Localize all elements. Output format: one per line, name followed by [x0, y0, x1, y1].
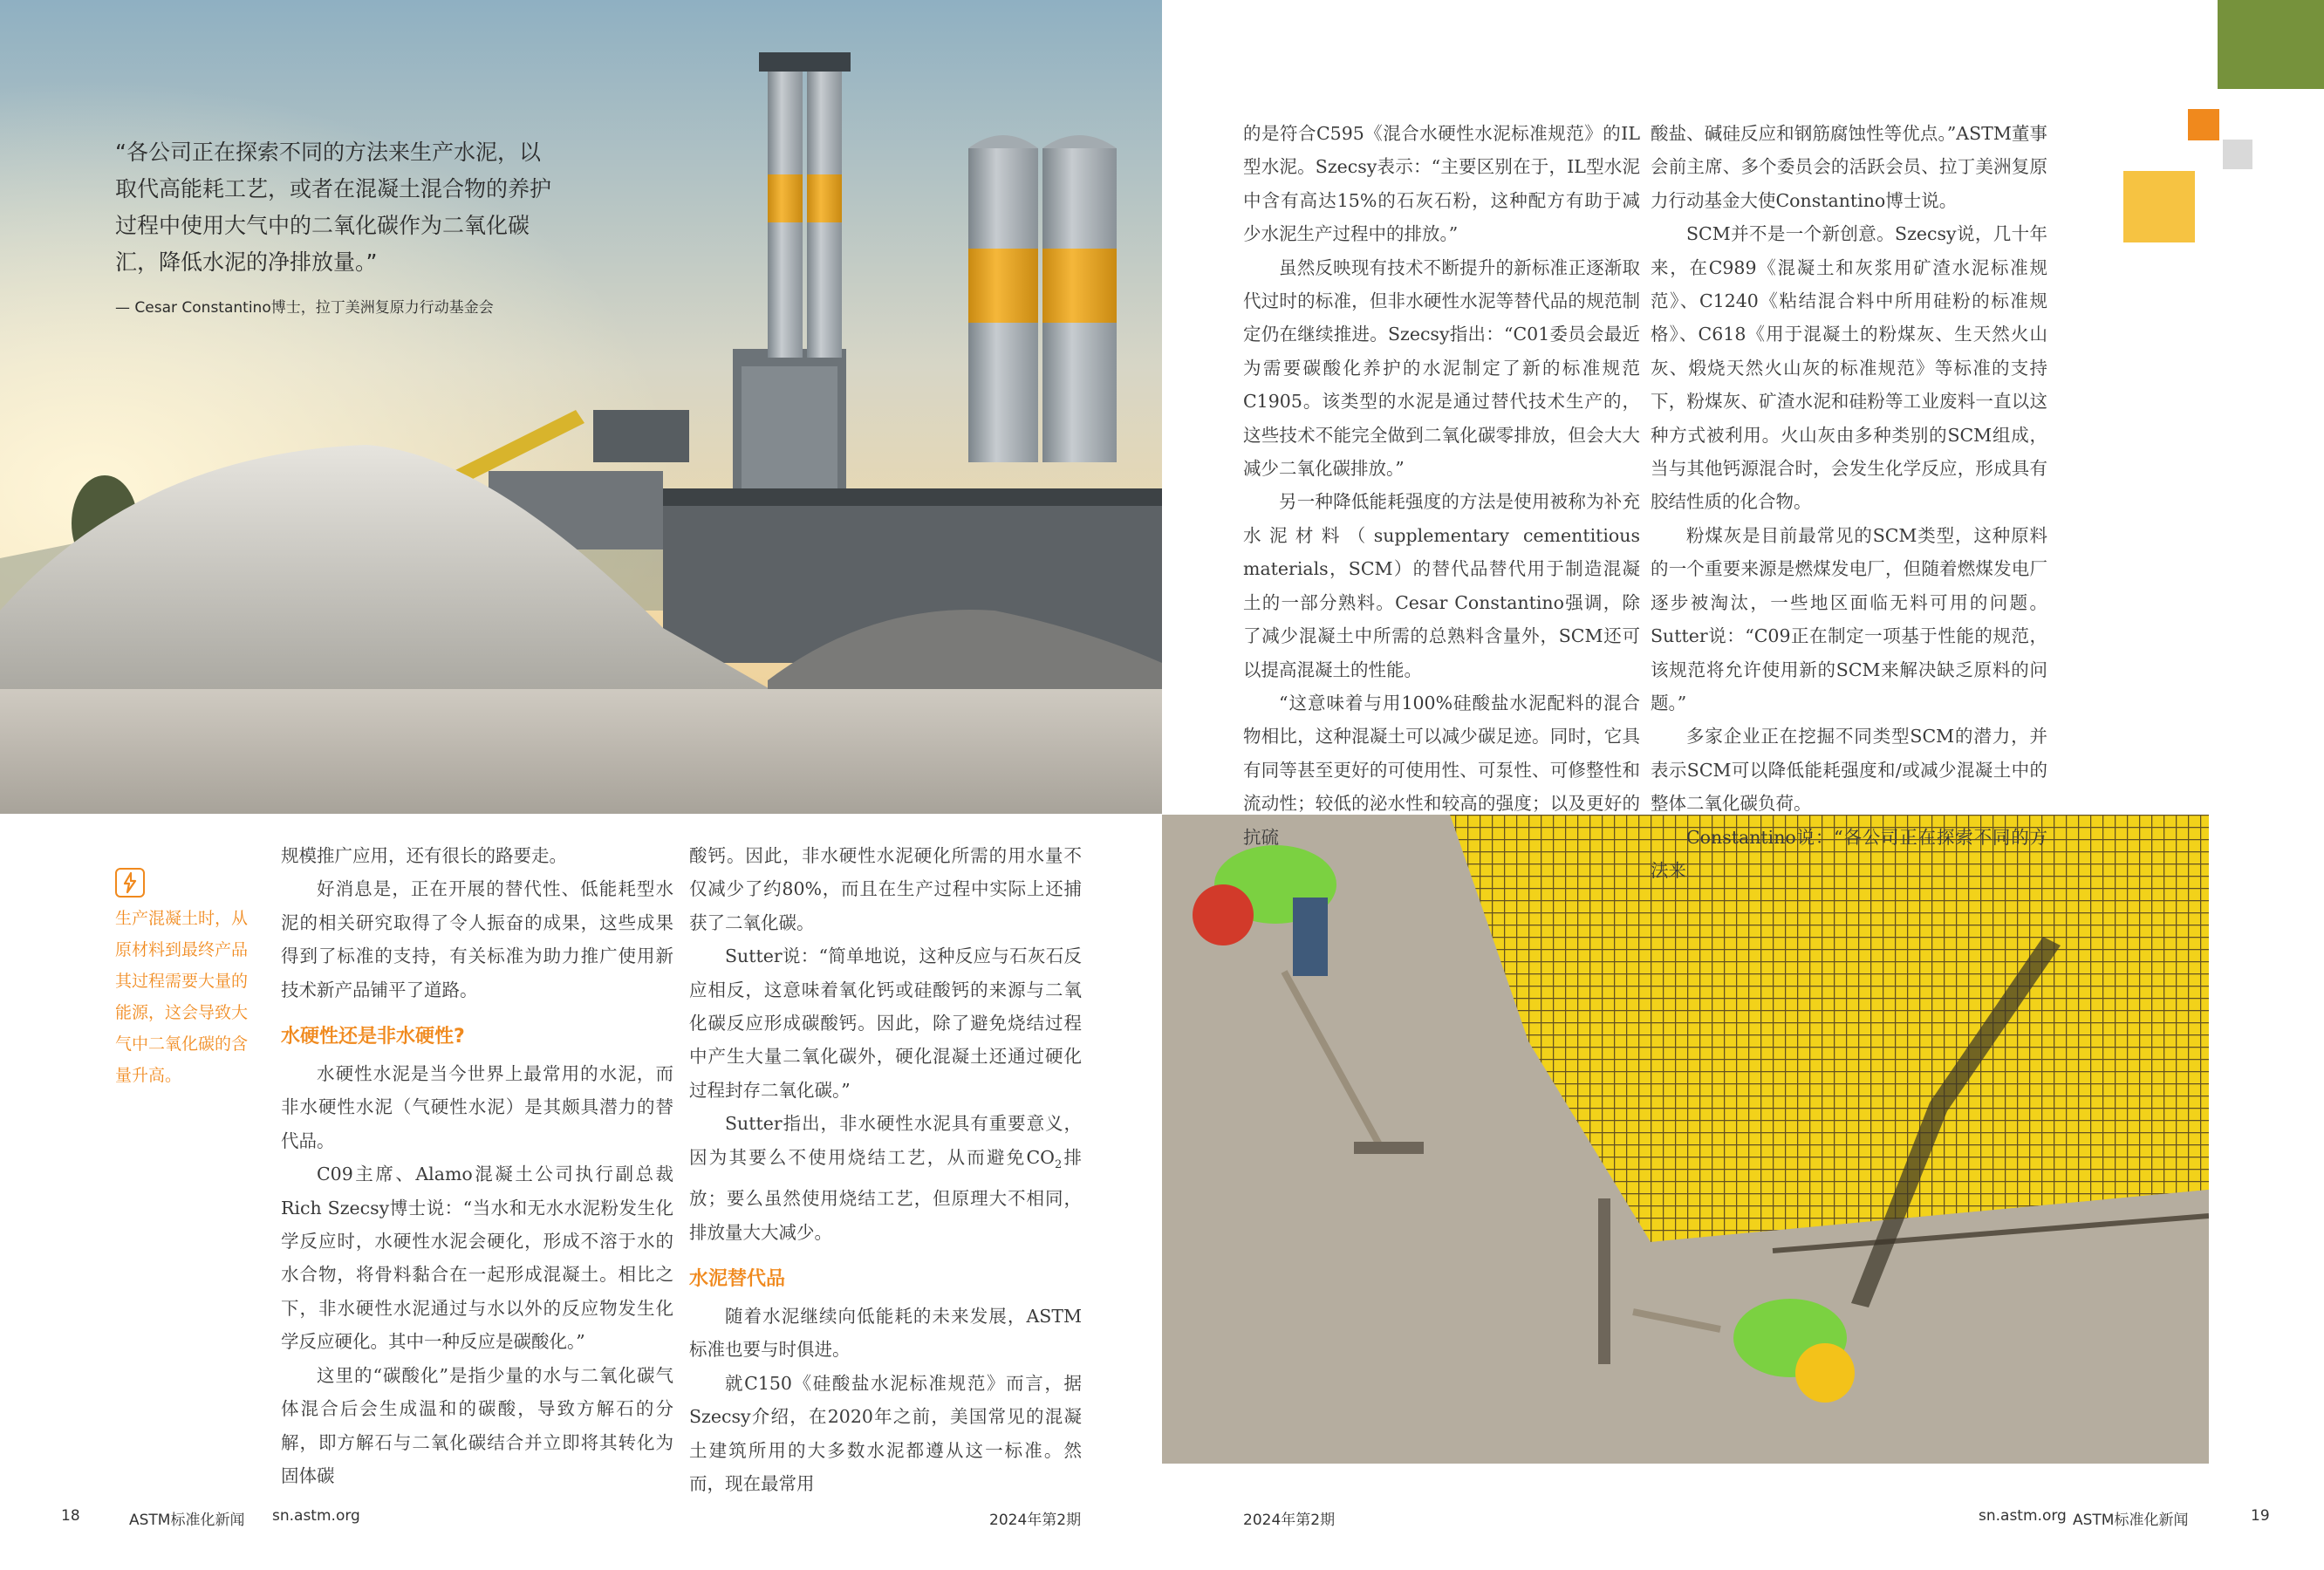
footer-left-url: sn.astm.org [272, 1507, 360, 1525]
lightning-icon [115, 868, 145, 898]
footer-left-issue: 2024年第2期 [989, 1512, 1082, 1529]
col4-paragraph-3: 粉煤灰是目前最常见的SCM类型，这种原料的一个重要来源是燃煤发电厂，但随着燃煤发电厂逐步被淘汰，一些地区面临无料可用的问题。Sutter说：“C09正在制定一项基于性能的规范，该规范将允许使用新的SCM来解决缺乏原料的问题。” [1651, 524, 2047, 713]
accent-block-green [2218, 0, 2324, 89]
body-column-4 [1651, 117, 2047, 887]
body-column-1 [281, 839, 673, 1492]
col1-paragraph-4: C09主席、Alamo混凝土公司执行副总裁Rich Szecsy博士说：“当水和无水水泥粉发生化学反应时，水硬性水泥会硬化，形成不溶于水的水合物，将骨料黏合在一起形成混凝土。相比之下，非水硬性水泥通过与水以外的反应物发生化学反应硬化。其中一种反应是碳酸化。” [281, 1164, 673, 1353]
pull-quote-text: “各公司正在探索不同的方法来生产水泥，以取代高能耗工艺，或者在混凝土混合物的养护过程中使用大气中的二氧化碳作为二氧化碳汇，降低水泥的净排放量。” [115, 140, 552, 275]
footer-left-page-number: 18 [61, 1507, 80, 1525]
col1-paragraph-2: 好消息是，正在开展的替代性、低能耗型水泥的相关研究取得了令人振奋的成果，这些成果得到了标准的支持，有关标准为助力推广使用新技术新产品铺平了道路。 [281, 878, 673, 1000]
body-column-2 [689, 839, 1082, 1500]
col1-paragraph-3: 水硬性水泥是当今世界上最常用的水泥，而非水硬性水泥（气硬性水泥）是其颇具潜力的替代品。 [281, 1063, 673, 1151]
co2-subscript: 2 [1054, 1157, 1063, 1171]
accent-block-orange [2188, 109, 2219, 140]
sidebar-callout [115, 868, 255, 1091]
col4-paragraph-5: Constantino说：“各公司正在探索不同的方法来 [1651, 826, 2047, 881]
pull-quote [115, 134, 562, 326]
accent-block-gray [2223, 140, 2252, 169]
cement-plant-photo [0, 0, 1162, 814]
section-heading-hydraulic: 水硬性还是非水硬性? [281, 1026, 465, 1048]
body-column-3 [1243, 117, 1640, 854]
col4-paragraph-2: SCM并不是一个新创意。Szecsy说，几十年来，在C989《混凝土和灰浆用矿渣水泥标准规范》、C1240《粘结混合料中所用硅粉的标准规格》、C618《用于混凝土的粉煤灰、生天然火山灰、煅烧天然火山灰的标准规范》等标准的支持下，粉煤灰、矿渣水泥和硅粉等工业废料一直以这种方式被利用。火山灰由多种类别的SCM组成，当与其他钙源混合时，会发生化学反应，形成具有胶结性质的化合物。 [1651, 223, 2047, 513]
col2-paragraph-4: 随着水泥继续向低能耗的未来发展，ASTM标准也要与时俱进。 [689, 1305, 1082, 1361]
col1-paragraph-5: 这里的“碳酸化”是指少量的水与二氧化碳气体混合后会生成温和的碳酸，导致方解石的分解，即方解石与二氧化碳结合并立即将其转化为固体碳 [281, 1364, 673, 1486]
accent-block-yellow [2123, 171, 2195, 242]
col2-paragraph-5: 就C150《硅酸盐水泥标准规范》而言，据Szecsy介绍，在2020年之前，美国常见的混凝土建筑所用的大多数水泥都遵从这一标准。然而，现在最常用 [689, 1372, 1082, 1494]
col1-paragraph-1: 规模推广应用，还有很长的路要走。 [281, 845, 567, 866]
col2-paragraph-3 [689, 1107, 1082, 1249]
col2-paragraph-3b: 排放；要么虽然使用烧结工艺，但原理大不相同，排放量大大减少。 [689, 1146, 1082, 1243]
col3-paragraph-3: 另一种降低能耗强度的方法是使用被称为补充水泥材料（supplementary cementitious materials，SCM）的替代品替代用于制造混凝土的一部分熟料。Cesar Constantino强调，除了减少混凝土中所需的总熟料含量外，SCM还可以提高混凝土的性能。 [1243, 491, 1640, 680]
col4-paragraph-4: 多家企业正在挖掘不同类型SCM的潜力，并表示SCM可以降低能耗强度和/或减少混凝土中的整体二氧化碳负荷。 [1651, 726, 2047, 815]
footer-right-url: sn.astm.org [1979, 1507, 2067, 1525]
section-heading-alternatives: 水泥替代品 [689, 1267, 786, 1290]
footer-left-magazine: ASTM标准化新闻 [129, 1512, 245, 1529]
col3-paragraph-2: 虽然反映现有技术不断提升的新标准正逐渐取代过时的标准，但非水硬性水泥等替代品的规范制定仍在继续推进。Szecsy指出：“C01委员会最近为需要碳酸化养护的水泥制定了新的标准规范C1905。该类型的水泥是通过替代技术生产的，这些技术不能完全做到二氧化碳零排放，但会大大减少二氧化碳排放。” [1243, 256, 1640, 480]
sidebar-text: 生产混凝土时，从原材料到最终产品其过程需要大量的能源，这会导致大气中二氧化碳的含量升高。 [115, 909, 249, 1085]
footer-right-magazine: ASTM标准化新闻 [2073, 1512, 2189, 1529]
pull-quote-attribution: — Cesar Constantino博士，拉丁美洲复原力行动基金会 [115, 299, 494, 317]
col4-paragraph-1: 酸盐、碱硅反应和钢筋腐蚀性等优点。”ASTM董事会前主席、多个委员会的活跃会员、拉丁美洲复原力行动基金大使Constantino博士说。 [1651, 123, 2047, 211]
footer-right-issue: 2024年第2期 [1243, 1512, 1336, 1529]
concrete-workers-photo [1162, 815, 2209, 1464]
footer-right-page-number: 19 [2251, 1507, 2270, 1525]
col2-paragraph-3a: Sutter指出，非水硬性水泥具有重要意义，因为其要么不使用烧结工艺，从而避免CO [689, 1113, 1082, 1168]
col3-paragraph-4: “这意味着与用100%硅酸盐水泥配料的混合物相比，这种混凝土可以减少碳足迹。同时，它具有同等甚至更好的可使用性、可泵性、可修整性和流动性；较低的泌水性和较高的强度；以及更好的抗硫 [1243, 692, 1640, 848]
col3-paragraph-1: 的是符合C595《混合水硬性水泥标准规范》的IL型水泥。Szecsy表示：“主要区别在于，IL型水泥中含有高达15%的石灰石粉，这种配方有助于减少水泥生产过程中的排放。” [1243, 123, 1640, 245]
col2-paragraph-1: 酸钙。因此，非水硬性水泥硬化所需的用水量不仅减少了约80%，而且在生产过程中实际上还捕获了二氧化碳。 [689, 845, 1082, 933]
col2-paragraph-2: Sutter说：“简单地说，这种反应与石灰石反应相反，这意味着氧化钙或硅酸钙的来源与二氧化碳反应形成碳酸钙。因此，除了避免烧结过程中产生大量二氧化碳外，硬化混凝土还通过硬化过程封存二氧化碳。” [689, 945, 1082, 1101]
